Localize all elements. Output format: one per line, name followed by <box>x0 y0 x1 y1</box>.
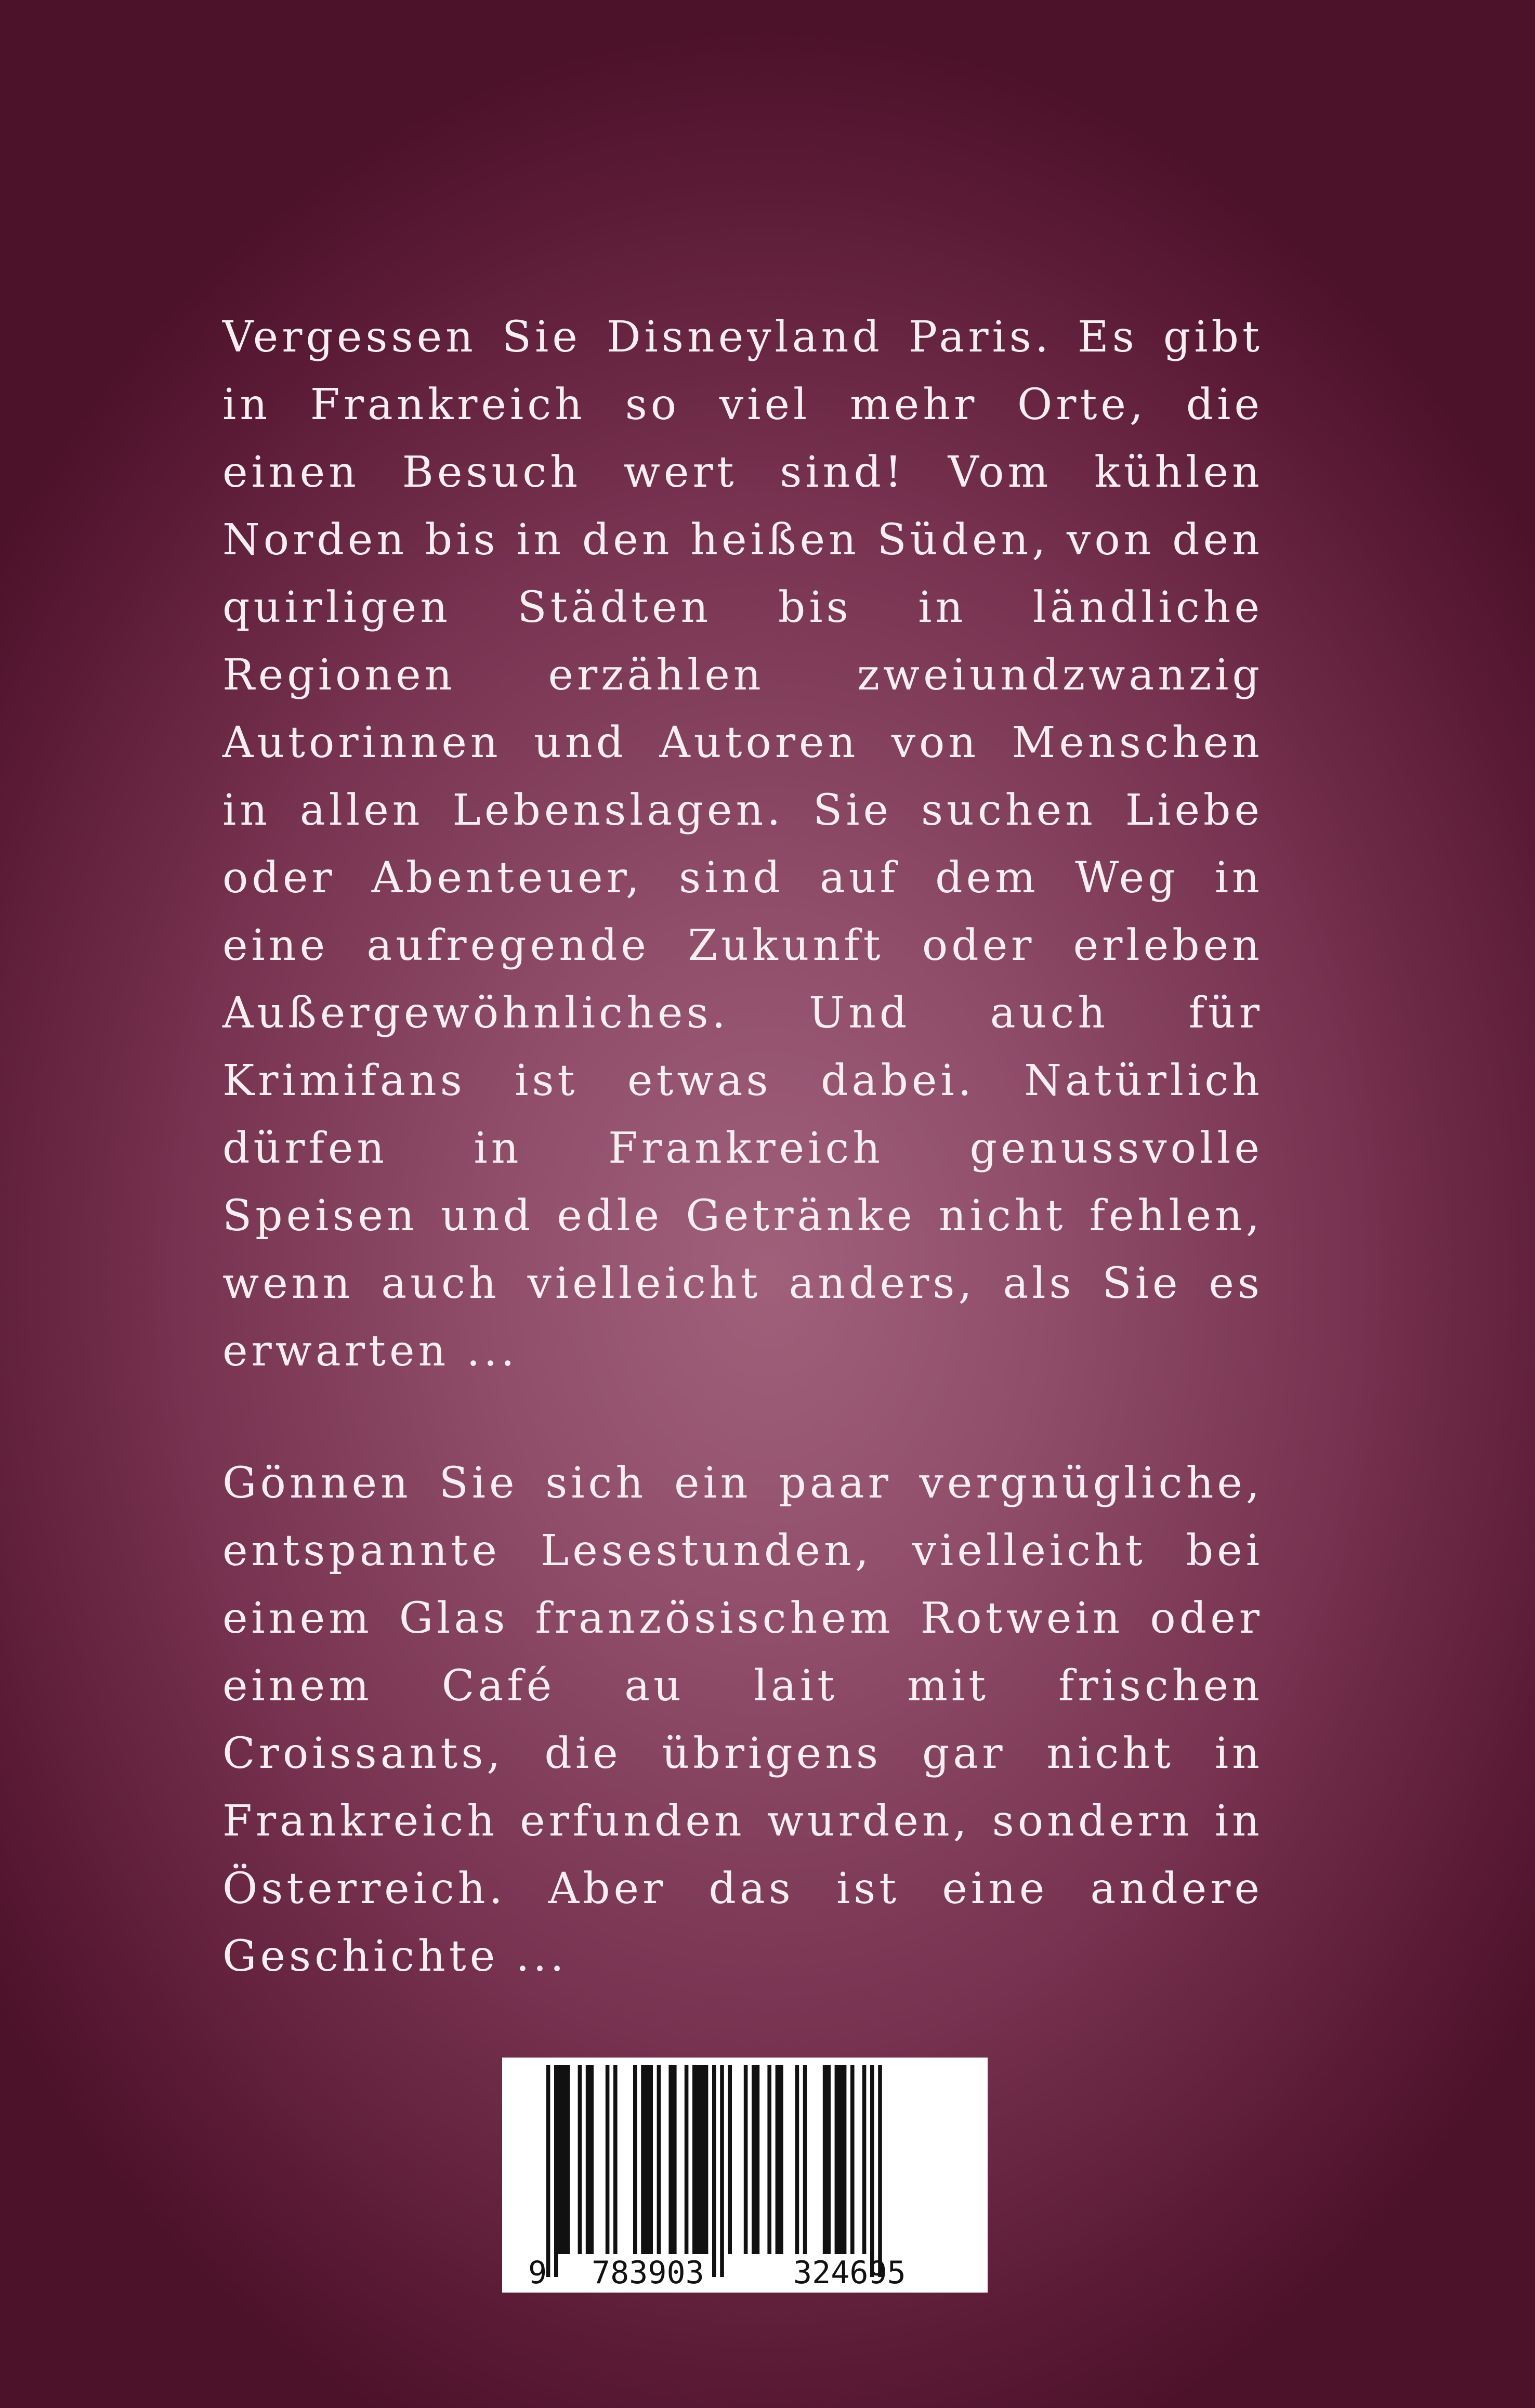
back-cover-blurb <box>222 304 1263 1990</box>
barcode-bar <box>862 2065 867 2254</box>
barcode-bar <box>657 2065 661 2254</box>
barcode-bar <box>641 2065 653 2254</box>
barcode-bar <box>613 2065 618 2254</box>
barcode-bar <box>558 2065 570 2254</box>
barcode-digits-left: 783903 <box>592 2255 704 2291</box>
barcode-bar <box>776 2065 783 2254</box>
isbn-barcode <box>502 2058 988 2293</box>
barcode-bar <box>692 2065 708 2254</box>
barcode-bar <box>728 2065 732 2254</box>
barcode-bar <box>712 2065 716 2277</box>
barcode-bar <box>870 2065 874 2277</box>
barcode-bar <box>803 2065 807 2254</box>
barcode-bar <box>744 2065 748 2254</box>
barcode-bar <box>767 2065 771 2254</box>
barcode-bar <box>835 2065 847 2254</box>
barcode-digit-first: 9 <box>528 2255 547 2291</box>
barcode-bar <box>578 2065 582 2254</box>
barcode-graphic <box>502 2058 988 2293</box>
blurb-paragraph-2: Gönnen Sie sich ein paar vergnügliche, entspannte Lesestunden, vielleicht bei einem Glas französischem Rotwein oder einem Café au lait mit frischen Croissants, die übrigens gar nicht in Frankreich erfunden wurden, sondern in Österreich. Aber das ist eine andere Geschichte ... <box>222 1459 1263 1981</box>
barcode-digits-right: 324695 <box>793 2255 906 2291</box>
barcode-bar <box>752 2065 759 2254</box>
barcode-bar <box>554 2065 558 2277</box>
barcode-bar <box>720 2065 724 2277</box>
barcode-bar <box>685 2065 689 2254</box>
barcode-bar <box>606 2065 610 2254</box>
barcode-bar <box>795 2065 799 2254</box>
barcode-bar <box>546 2065 550 2277</box>
barcode-bar <box>668 2065 676 2254</box>
blurb-paragraph-1: Vergessen Sie Disneyland Paris. Es gibt in Frankreich so viel mehr Orte, die einen Besuch wert sind! Vom kühlen Norden bis in den heißen Süden, von den quirligen Städten bis in ländliche Regionen erzählen zweiundzwanzig Autorinnen und Autoren von Menschen in allen Lebenslagen. Sie suchen Liebe oder Abenteuer, sind auf dem Weg in eine aufregende Zukunft oder erleben Außergewöhnliches. Und auch für Krimifans ist etwas dabei. Natürlich dürfen in Frankreich genussvolle Speisen und edle Getränke nicht fehlen, wenn auch vielleicht anders, als Sie es erwarten ... <box>222 313 1263 1376</box>
barcode-bar <box>633 2065 637 2254</box>
barcode-bar <box>850 2065 855 2254</box>
barcode-bar <box>878 2065 882 2277</box>
barcode-bar <box>586 2065 594 2254</box>
barcode-bar <box>823 2065 831 2254</box>
